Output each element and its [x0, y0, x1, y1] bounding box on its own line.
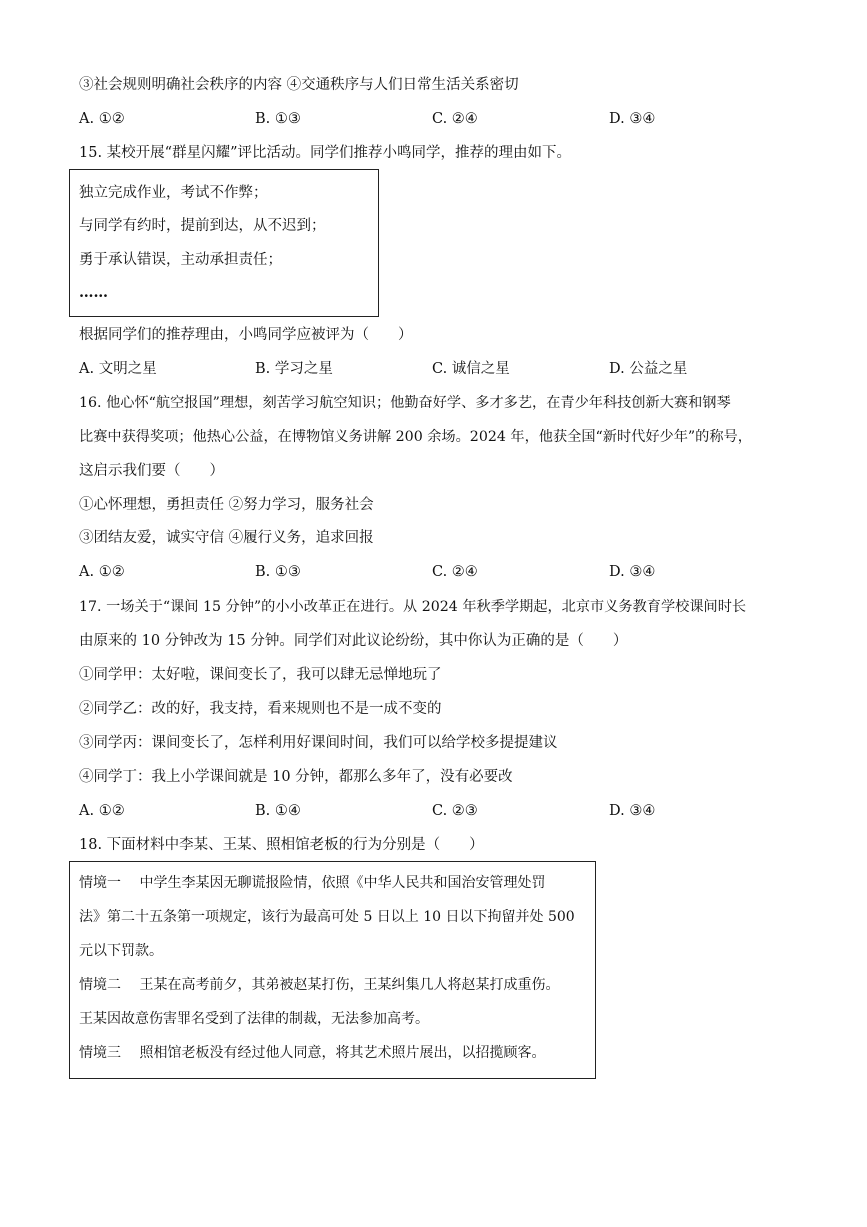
- q15-option-b: B. 学习之星: [255, 361, 333, 377]
- q15-box-line-4: ……: [79, 284, 108, 301]
- q16-option-a: A. ①②: [79, 564, 125, 580]
- q17-item-2: ②同学乙：改的好，我支持，看来规则也不是一成不变的: [79, 701, 442, 717]
- q15-question: 根据同学们的推荐理由，小鸣同学应被评为（ ）: [79, 327, 413, 343]
- q15-box-line-1: 独立完成作业，考试不作弊；: [79, 185, 268, 201]
- q18-box-line-6: 情境三 照相馆老板没有经过他人同意，将其艺术照片展出，以招揽顾客。: [79, 1045, 546, 1061]
- q15-option-a: A. 文明之星: [79, 361, 157, 377]
- q17-item-4: ④同学丁：我上小学课间就是 10 分钟，都那么多年了，没有必要改: [79, 769, 513, 785]
- q16-item-line-1: ①心怀理想，勇担责任 ②努力学习，服务社会: [79, 497, 374, 513]
- q17-item-1: ①同学甲：太好啦，课间变长了，我可以肆无忌惮地玩了: [79, 667, 442, 683]
- q14-option-a: A. ①②: [79, 111, 125, 127]
- q15-option-c: C. 诚信之星: [432, 361, 510, 377]
- q18-box-line-4: 情境二 王某在高考前夕，其弟被赵某打伤，王某纠集几人将赵某打成重伤。: [79, 977, 560, 993]
- q18-box-line-5: 王某因故意伤害罪名受到了法律的制裁，无法参加高考。: [79, 1011, 429, 1027]
- q17-option-d: D. ③④: [609, 803, 656, 819]
- q18-material-box: [69, 861, 596, 1079]
- q17-item-3: ③同学丙：课间变长了，怎样利用好课间时间，我们可以给学校多提提建议: [79, 735, 558, 751]
- q18-box-line-1: 情境一 中学生李某因无聊谎报险情，依照《中华人民共和国治安管理处罚: [79, 875, 546, 891]
- q15-box-line-2: 与同学有约时，提前到达，从不迟到；: [79, 218, 326, 234]
- q17-option-c: C. ②③: [432, 803, 478, 819]
- q17-stem-line-1: 17. 一场关于“课间 15 分钟”的小小改革正在进行。从 2024 年秋季学期起，北京市义务教育学校课间时长: [79, 599, 747, 615]
- q18-box-line-3: 元以下罚款。: [79, 943, 163, 959]
- q14-continuation: ③社会规则明确社会秩序的内容 ④交通秩序与人们日常生活关系密切: [79, 77, 519, 93]
- q16-stem-line-3: 这启示我们要（ ）: [79, 463, 224, 479]
- q16-option-b: B. ①③: [255, 564, 301, 580]
- q16-option-d: D. ③④: [609, 564, 656, 580]
- q15-box-line-3: 勇于承认错误，主动承担责任；: [79, 252, 282, 268]
- q16-stem-line-1: 16. 他心怀“航空报国”理想，刻苦学习航空知识；他勤奋好学、多才多艺，在青少年科技创新大赛和钢琴: [79, 395, 731, 411]
- q15-stem: 15. 某校开展“群星闪耀”评比活动。同学们推荐小鸣同学，推荐的理由如下。: [79, 145, 571, 161]
- q17-option-b: B. ①④: [255, 803, 301, 819]
- q17-stem-line-2: 由原来的 10 分钟改为 15 分钟。同学们对此议论纷纷，其中你认为正确的是（ ）: [79, 633, 628, 649]
- q14-option-d: D. ③④: [609, 111, 656, 127]
- q16-stem-line-2: 比赛中获得奖项；他热心公益，在博物馆义务讲解 200 余场。2024 年，他获全国“新时代好少年”的称号，: [79, 429, 752, 445]
- q15-option-d: D. 公益之星: [609, 361, 688, 377]
- q14-option-b: B. ①③: [255, 111, 301, 127]
- q16-option-c: C. ②④: [432, 564, 478, 580]
- q18-stem: 18. 下面材料中李某、王某、照相馆老板的行为分别是（ ）: [79, 837, 484, 853]
- q17-option-a: A. ①②: [79, 803, 125, 819]
- q16-item-line-2: ③团结友爱，诚实守信 ④履行义务，追求回报: [79, 530, 374, 546]
- q15-material-box: [69, 169, 379, 317]
- q14-option-c: C. ②④: [432, 111, 478, 127]
- q18-box-line-2: 法》第二十五条第一项规定，该行为最高可处 5 日以上 10 日以下拘留并处 500: [79, 909, 575, 925]
